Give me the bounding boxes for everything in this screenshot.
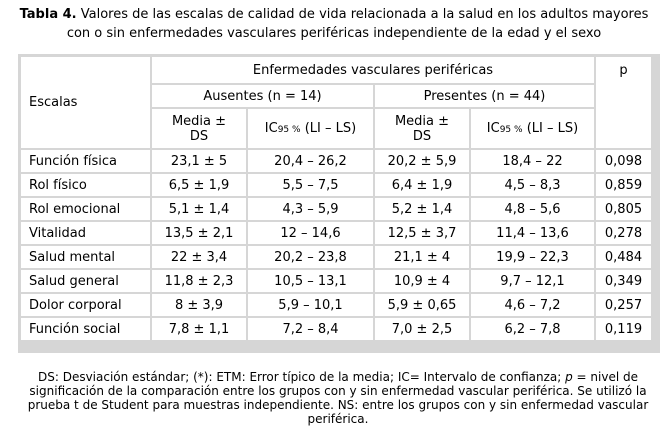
cell-present-ic: 18,4 – 22 [471,150,594,172]
table-row [21,198,651,220]
table-row [21,270,651,292]
header-mean-sd-absent: Media ± DS [152,109,246,148]
table-row [21,246,651,268]
table-row [21,150,651,172]
cell-absent-ic: 5,9 – 10,1 [248,294,373,316]
cell-absent-mean-sd: 13,5 ± 2,1 [152,222,246,244]
cell-absent-ic: 4,3 – 5,9 [248,198,373,220]
cell-scale: Rol emocional [21,198,150,220]
table-row [21,174,651,196]
cell-present-mean-sd: 5,2 ± 1,4 [375,198,469,220]
cell-absent-mean-sd: 7,8 ± 1,1 [152,318,246,340]
cell-p-value: 0,805 [596,198,651,220]
cell-absent-ic: 20,2 – 23,8 [248,246,373,268]
cell-p-value: 0,257 [596,294,651,316]
cell-present-mean-sd: 6,4 ± 1,9 [375,174,469,196]
cell-present-ic: 9,7 – 12,1 [471,270,594,292]
header-p: p [596,57,651,148]
cell-p-value: 0,859 [596,174,651,196]
cell-present-mean-sd: 12,5 ± 3,7 [375,222,469,244]
table-row [21,222,651,244]
data-table [19,55,653,342]
table-footnote [20,370,656,426]
header-scales: Escalas [21,57,150,148]
cell-present-mean-sd: 7,0 ± 2,5 [375,318,469,340]
cell-present-ic: 6,2 – 7,8 [471,318,594,340]
cell-p-value: 0,278 [596,222,651,244]
cell-scale: Función social [21,318,150,340]
header-group: Enfermedades vasculares periféricas [152,57,594,83]
cell-absent-ic: 12 – 14,6 [248,222,373,244]
header-ic-absent: IC95 % (LI – LS) [248,109,373,148]
cell-absent-mean-sd: 22 ± 3,4 [152,246,246,268]
cell-absent-ic: 10,5 – 13,1 [248,270,373,292]
footnote-part1: DS: Desviación estándar; (*): ETM: Error típico de la media; IC= Intervalo de confianza; [37,370,566,384]
header-ic-present: IC95 % (LI – LS) [471,109,594,148]
caption-label: Tabla 4. [19,7,77,22]
cell-present-ic: 11,4 – 13,6 [471,222,594,244]
cell-present-mean-sd: 10,9 ± 4 [375,270,469,292]
table-caption [10,5,658,43]
footnote-part2: = nivel de significación de la comparación entre los grupos con y sin enfermedad vascular periférica. Se utilizó la prueba t de Student para muestras independiente. NS: entre los grupos con y sin enfermedad vascular periférica. [27,370,649,426]
footnote-p: p [565,370,573,384]
cell-absent-ic: 20,4 – 26,2 [248,150,373,172]
cell-present-ic: 4,5 – 8,3 [471,174,594,196]
cell-scale: Salud general [21,270,150,292]
cell-present-mean-sd: 5,9 ± 0,65 [375,294,469,316]
cell-absent-ic: 7,2 – 8,4 [248,318,373,340]
cell-scale: Salud mental [21,246,150,268]
cell-scale: Dolor corporal [21,294,150,316]
cell-absent-mean-sd: 8 ± 3,9 [152,294,246,316]
cell-present-mean-sd: 20,2 ± 5,9 [375,150,469,172]
cell-absent-mean-sd: 11,8 ± 2,3 [152,270,246,292]
cell-p-value: 0,119 [596,318,651,340]
header-absent: Ausentes (n = 14) [152,85,373,107]
cell-absent-mean-sd: 5,1 ± 1,4 [152,198,246,220]
cell-absent-mean-sd: 6,5 ± 1,9 [152,174,246,196]
cell-absent-ic: 5,5 – 7,5 [248,174,373,196]
header-mean-sd-present: Media ± DS [375,109,469,148]
cell-p-value: 0,484 [596,246,651,268]
cell-present-ic: 19,9 – 22,3 [471,246,594,268]
data-table-container [18,54,660,353]
table-row [21,318,651,340]
cell-scale: Rol físico [21,174,150,196]
cell-p-value: 0,349 [596,270,651,292]
cell-scale: Función física [21,150,150,172]
table-row [21,294,651,316]
cell-scale: Vitalidad [21,222,150,244]
header-present: Presentes (n = 44) [375,85,594,107]
cell-present-ic: 4,8 – 5,6 [471,198,594,220]
cell-p-value: 0,098 [596,150,651,172]
cell-present-mean-sd: 21,1 ± 4 [375,246,469,268]
cell-absent-mean-sd: 23,1 ± 5 [152,150,246,172]
cell-present-ic: 4,6 – 7,2 [471,294,594,316]
caption-text: Valores de las escalas de calidad de vida relacionada a la salud en los adultos mayores con o sin enfermedades vasculares periféricas independiente de la edad y el sexo [66,7,649,41]
